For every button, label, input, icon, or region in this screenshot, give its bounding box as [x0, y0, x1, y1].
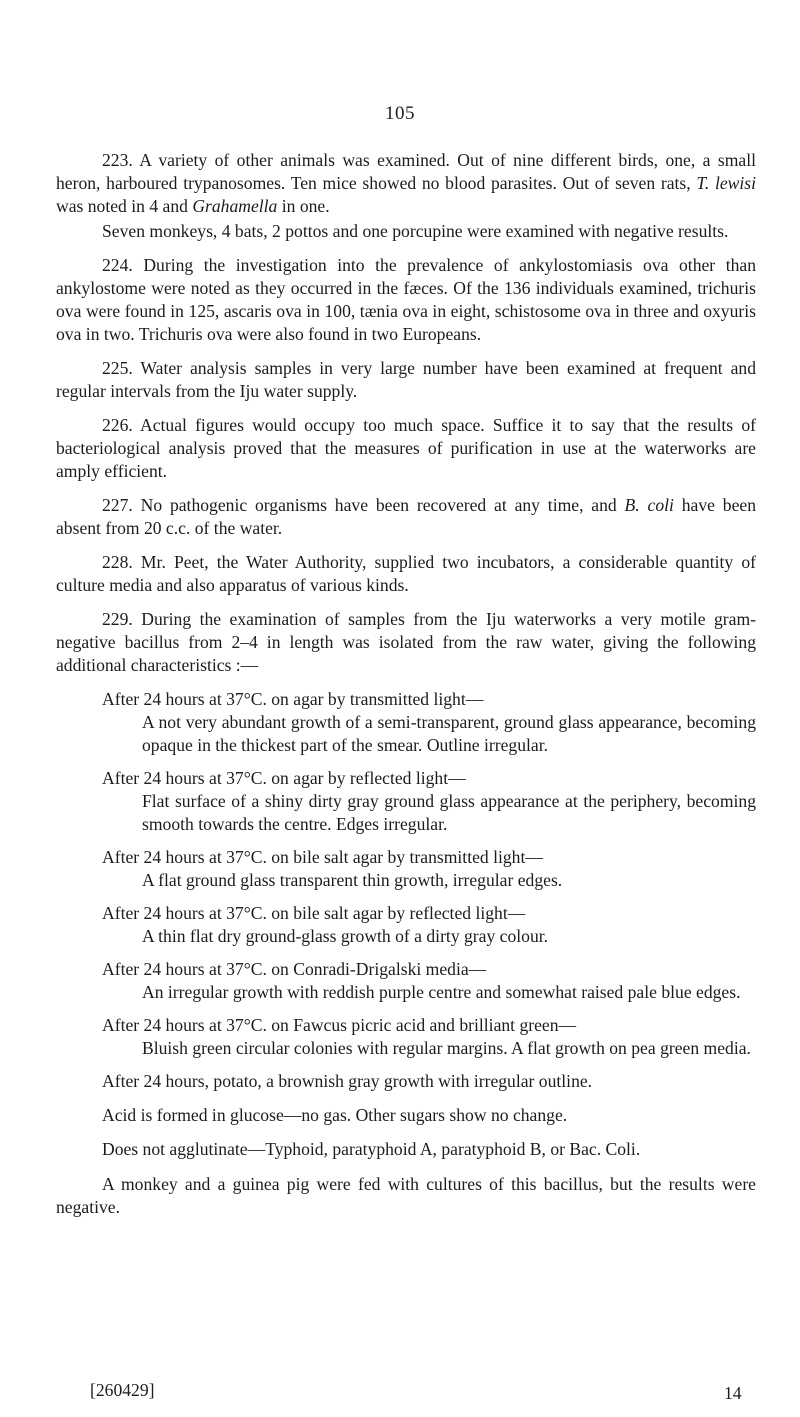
observation-description: A thin flat dry ground-glass growth of a dirty gray colour. [142, 926, 549, 946]
paragraph-223-text-c: in one. [277, 196, 330, 216]
observation-heading: After 24 hours at 37°C. on bile salt agar by transmitted light— [102, 847, 543, 867]
observation-heading: After 24 hours at 37°C. on Fawcus picric acid and brilliant green— [102, 1015, 577, 1035]
paragraph-227 [56, 494, 756, 540]
paragraph-227-text-a: 227. No pathogenic organisms have been recovered at any time, and [102, 495, 625, 515]
paragraph-223-text-a: 223. A variety of other animals was examined. Out of nine different birds, one, a small heron, harboured trypanosomes. Ten mice showed no blood parasites. Out of seven rats, [56, 150, 756, 193]
observation-heading: After 24 hours at 37°C. on agar by reflected light— [102, 768, 466, 788]
paragraph-223 [56, 149, 756, 218]
observation-block [56, 902, 756, 948]
observation-block [56, 767, 756, 836]
observation-description: Bluish green circular colonies with regular margins. A flat growth on pea green media. [142, 1038, 751, 1058]
species-t-lewisi: T. lewisi [696, 173, 756, 193]
paragraph-227-text-b: have been absent from 20 c.c. of the water. [56, 495, 756, 538]
sugar-fermentation-note: Acid is formed in glucose—no gas. Other sugars show no change. [102, 1105, 568, 1125]
animal-feeding-paragraph: A monkey and a guinea pig were fed with cultures of this bacillus, but the results were negative. [56, 1174, 756, 1217]
observation-description: A not very abundant growth of a semi-transparent, ground glass appearance, becoming opaque in the thickest part of the smear. Outline irregular. [142, 712, 756, 755]
observation-block [56, 958, 756, 1004]
page-body [56, 149, 756, 1219]
print-code: [260429] [90, 1380, 155, 1400]
observation-block [56, 1014, 756, 1060]
species-b-coli: B. coli [624, 495, 674, 515]
paragraph-223-continued: Seven monkeys, 4 bats, 2 pottos and one porcupine were examined with negative results. [102, 221, 729, 241]
observation-block [56, 688, 756, 757]
potato-observation: After 24 hours, potato, a brownish gray growth with irregular outline. [102, 1071, 593, 1091]
page-number: 105 [385, 103, 415, 124]
observation-description: Flat surface of a shiny dirty gray ground glass appearance at the periphery, becoming smooth towards the centre. Edges irregular. [142, 791, 756, 834]
genus-grahamella: Grahamella [192, 196, 278, 216]
paragraph-224: 224. During the investigation into the prevalence of ankylostomiasis ova other than ankylostome were noted as they occurred in the fæces. Of the 136 individuals examined, trichuris ova were found in 125, ascaris ova in 100, tænia ova in eight, schistosome ova in three and oxyuris ova in two. Trichuris ova were also found in two Europeans. [56, 255, 756, 344]
signature-mark: 14 [724, 1383, 742, 1403]
agglutination-note: Does not agglutinate—Typhoid, paratyphoid A, paratyphoid B, or Bac. Coli. [102, 1139, 641, 1159]
paragraph-223-text-b: was noted in 4 and [56, 196, 193, 216]
paragraph-226: 226. Actual figures would occupy too much space. Suffice it to say that the results of bacteriological analysis proved that the measures of purification in use at the waterworks are amply efficient. [56, 415, 756, 481]
paragraph-225: 225. Water analysis samples in very large number have been examined at frequent and regular intervals from the Iju water supply. [56, 358, 756, 401]
paragraph-229: 229. During the examination of samples from the Iju waterworks a very motile gram-negative bacillus from 2–4 in length was isolated from the raw water, giving the following additional characteristics :— [56, 609, 756, 675]
observation-heading: After 24 hours at 37°C. on Conradi-Drigalski media— [102, 959, 487, 979]
observation-block [56, 846, 756, 892]
observation-heading: After 24 hours at 37°C. on bile salt agar by reflected light— [102, 903, 526, 923]
paragraph-228: 228. Mr. Peet, the Water Authority, supplied two incubators, a considerable quantity of culture media and also apparatus of various kinds. [56, 552, 756, 595]
observation-heading: After 24 hours at 37°C. on agar by transmitted light— [102, 689, 484, 709]
observation-description: An irregular growth with reddish purple centre and somewhat raised pale blue edges. [142, 982, 741, 1002]
observation-description: A flat ground glass transparent thin growth, irregular edges. [142, 870, 563, 890]
